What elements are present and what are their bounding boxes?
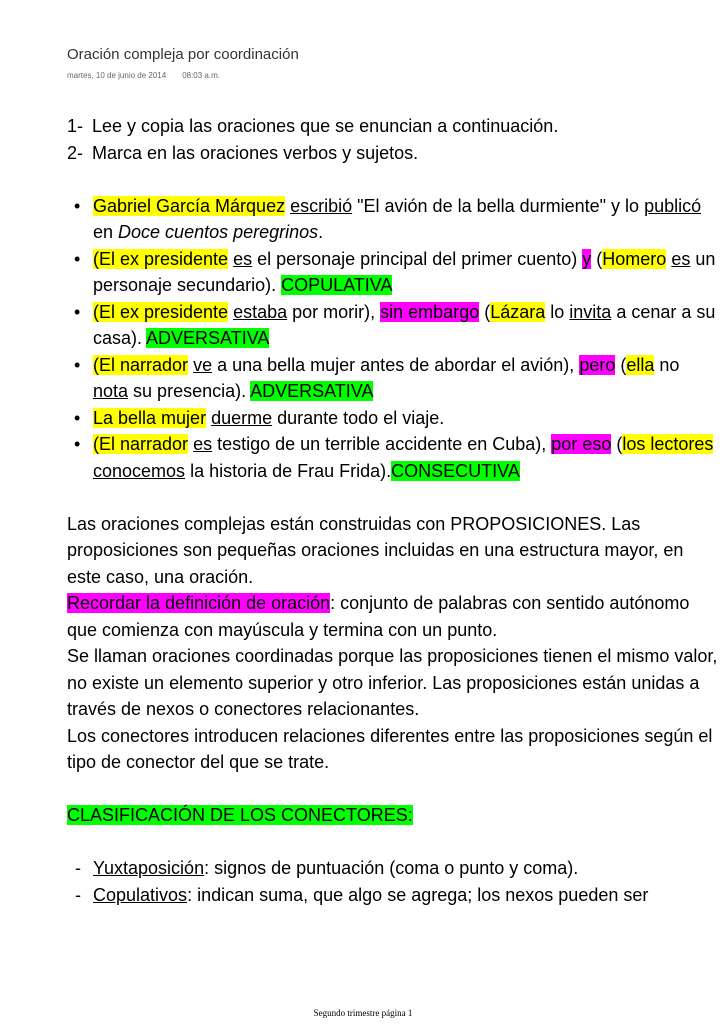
sentence-item [67,193,719,246]
book-title: Doce cuentos peregrinos [118,222,319,242]
classification-heading-text: CLASIFICACIÓN DE LOS CONECTORES: [67,805,413,825]
sentence-item [67,352,719,405]
connector-highlight: y [582,248,592,269]
page-title: Oración compleja por coordinación [67,46,299,63]
instruction-item [67,140,719,167]
spacer [67,776,719,803]
verb-underline: nota [93,381,129,401]
sentence-text: a una bella mujer antes de abordar el avión), [212,354,580,375]
verb-underline: duerme [211,407,273,428]
paragraph-definition [67,590,719,643]
paragraph-propositions: Las oraciones complejas están construidas con PROPOSICIONES. Las proposiciones son pequeñas oraciones incluidas en una estructura mayor, en este caso, una oración. [67,513,684,587]
sentence-text: ( [611,434,623,454]
subject-highlight: (El ex presidente [93,301,229,322]
verb-underline: invita [569,301,612,322]
sentence-text: "El avión de la bella durmiente" y lo [352,195,645,216]
verb-underline: es [233,248,253,269]
connector-term: Copulativos [93,884,188,905]
connector-highlight: por eso [551,434,612,454]
sentence-text: no [654,354,680,375]
connector-item [67,855,719,882]
sentence-text: por morir), [287,301,381,322]
sentence-text: . [318,222,324,242]
sentence-text: lo [545,301,570,322]
page-footer: Segundo trimestre página 1 [313,1008,413,1018]
instruction-number: 1- [67,116,84,136]
sentence-text: a cenar a su casa). [93,301,716,348]
sentence-text: ( [615,354,627,375]
sentence-text: un personaje secundario). [93,248,716,295]
type-label: COPULATIVA [281,275,393,295]
sentence-list [67,193,719,485]
type-label: ADVERSATIVA [250,381,374,401]
sentence-item [67,299,719,352]
instruction-number: 2- [67,142,84,163]
instruction-text: Marca en las oraciones verbos y sujetos. [92,142,419,163]
subject-highlight: La bella mujer [93,407,207,428]
document-body [67,113,719,908]
subject-highlight: Homero [602,248,667,269]
sentence-text: el personaje principal del primer cuento) [252,248,583,269]
subject-highlight: (El narrador [93,354,189,375]
sentence-text: testigo de un terrible accidente en Cuba), [212,434,552,454]
type-label: ADVERSATIVA [146,328,270,348]
definition-text: : conjunto de palabras con sentido autónomo que comienza con mayúscula y termina con un punto. [67,593,690,640]
subject-highlight: ella [626,354,655,375]
sentence-text: durante todo el viaje. [272,407,445,428]
connector-highlight: sin embargo [380,301,480,322]
connector-list [67,855,719,908]
verb-underline: publicó [644,195,702,216]
instruction-list [67,113,719,166]
verb-underline: conocemos [93,460,186,481]
verb-underline: estaba [233,301,288,322]
sentence-text: la historia de Frau Frida). [185,460,392,481]
subject-highlight: los lectores [622,434,714,454]
subject-highlight: Lázara [490,301,546,322]
sentence-text: su presencia). [128,381,251,401]
connector-item [67,882,719,909]
sentence-item [67,246,719,299]
verb-underline: es [193,434,213,454]
classification-heading [67,802,719,829]
page-date: martes, 10 de junio de 2014 [67,71,167,80]
sentence-item [67,405,719,432]
paragraph-coordinated: Se llaman oraciones coordinadas porque las proposiciones tienen el mismo valor, no existe un elemento superior y otro inferior. Las proposiciones están unidas a través de nexos o conectores relacionantes. [67,646,718,719]
definition-label: Recordar la definición de oración [67,593,331,613]
page-time: 08:03 a.m. [182,71,220,80]
connector-highlight: pero [579,354,616,375]
paragraph-connectors: Los conectores introducen relaciones diferentes entre las proposiciones según el tipo de conector del que se trate. [67,725,713,772]
instruction-text: Lee y copia las oraciones que se enuncian a continuación. [92,116,559,136]
verb-underline: escribió [290,195,353,216]
verb-underline: es [671,248,691,269]
type-label: CONSECUTIVA [391,460,520,481]
connector-text: : signos de puntuación (coma o punto y coma). [204,858,579,878]
sentence-text: ( [479,301,491,322]
sentence-text: en [93,222,119,242]
connector-term: Yuxtaposición [93,858,205,878]
sentence-text: ( [591,248,603,269]
subject-highlight: (El ex presidente [93,248,229,269]
sentence-item [67,431,719,484]
verb-underline: ve [193,354,213,375]
connector-text: : indican suma, que algo se agrega; los nexos pueden ser [187,884,649,905]
subject-highlight: (El narrador [93,434,189,454]
spacer [67,484,719,511]
instruction-item [67,113,719,140]
subject-highlight: Gabriel García Márquez [93,195,286,216]
page-meta [67,71,220,80]
